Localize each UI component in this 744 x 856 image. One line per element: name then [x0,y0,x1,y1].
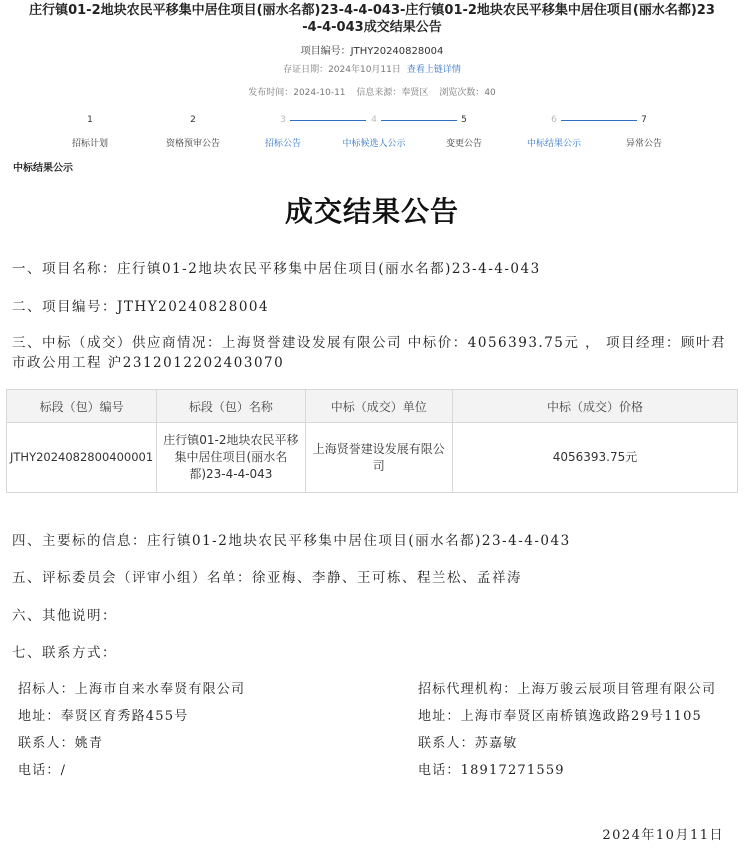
step-number: 1 [87,115,93,125]
process-steps [0,114,744,150]
step-prequal[interactable] [143,114,243,149]
project-number: 项目编号：JTHY20240828004 [300,46,444,57]
cell-lot-name: 庄行镇01-2地块农民平移集中居住项目(丽水名都)23-4-4-043 [157,423,305,493]
item-other-notes: 六、其他说明： [12,608,117,624]
col-header: 标段（包）编号 [7,390,157,423]
step-number: 6 [551,115,557,125]
item-supplier: 三、中标（成交）供应商情况：上海贤誉建设发展有限公司 中标价：4056393.75元 ， 项目经理：顾叶君 市政公用工程 沪2312012202403070 [12,335,726,371]
step-number: 3 [280,115,286,125]
view-count: 浏览次数：40 [439,88,496,98]
tenderer-address: 地址：奉贤区育秀路455号 [18,709,189,724]
agency-contact [418,681,740,780]
cell-lot-number: JTHY2024082800400001 [7,423,157,493]
cell-price: 4056393.75元 [453,423,738,493]
cell-winner: 上海贤誉建设发展有限公司 [305,423,452,493]
agency-address: 地址：上海市奉贤区南桥镇逸政路29号1105 [418,709,703,724]
step-number: 2 [190,115,196,125]
step-number: 5 [461,115,467,125]
step-tender-notice[interactable] [233,114,333,149]
col-header: 中标（成交）单位 [305,390,452,423]
col-header: 标段（包）名称 [157,390,305,423]
step-label: 中标结果公示 [526,139,581,149]
page-title-line1: 庄行镇01-2地块农民平移集中居住项目(丽水名都)23-4-4-043-庄行镇01-2地块农民平移集中居住项目(丽水名都)23 [29,3,715,18]
agency-name: 招标代理机构：上海万骏云辰项目管理有限公司 [418,682,717,697]
item-project-number: 二、项目编号：JTHY20240828004 [12,299,270,315]
meta-row [0,85,744,98]
page-title [0,2,744,36]
tenderer-name: 招标人：上海市自来水奉贤有限公司 [18,682,246,697]
chain-detail-link[interactable]: 查看上链详情 [406,65,461,75]
step-label: 招标公告 [264,139,301,149]
document-date: 2024年10月11日 [602,828,724,843]
item-main-subject: 四、主要标的信息：庄行镇01-2地块农民平移集中居住项目(丽水名都)23-4-4-043 [12,533,571,549]
table-row [7,423,738,493]
item-contact-heading: 七、联系方式： [12,645,117,661]
document-title: 成交结果公告 [284,195,459,228]
cert-date: 存证日期：2024年10月11日 [283,65,401,75]
step-tender-plan[interactable] [40,114,140,149]
step-result[interactable] [504,114,604,149]
step-candidate[interactable] [324,114,424,149]
tenderer-phone: 电话：/ [18,763,67,778]
step-label: 招标计划 [71,139,108,149]
col-header: 中标（成交）价格 [453,390,738,423]
section-label: 中标结果公示 [13,163,73,174]
publish-time: 发布时间：2024-10-11 [248,88,346,98]
step-label: 资格预审公告 [165,139,220,149]
item-committee: 五、评标委员会（评审小组）名单：徐亚梅、李静、王可栋、程兰松、孟祥涛 [12,570,522,586]
info-source: 信息来源：奉贤区 [356,88,429,98]
step-label: 中标候选人公示 [342,139,406,149]
table-header-row [7,390,738,423]
tenderer-contact [18,681,245,780]
page-title-line2: -4-4-043成交结果公告 [302,20,442,35]
result-table [6,389,738,493]
agency-phone: 电话：18917271559 [418,763,565,778]
tenderer-person: 联系人：姚青 [18,736,104,751]
cert-row [0,62,744,75]
step-label: 异常公告 [625,139,662,149]
step-label: 变更公告 [445,139,482,149]
agency-person: 联系人：苏嘉敏 [418,736,518,751]
step-number: 7 [641,115,647,125]
step-number: 4 [371,115,377,125]
step-abnormal[interactable] [594,114,694,149]
item-project-name: 一、项目名称：庄行镇01-2地块农民平移集中居住项目(丽水名都)23-4-4-043 [12,261,541,277]
step-change[interactable] [414,114,514,149]
